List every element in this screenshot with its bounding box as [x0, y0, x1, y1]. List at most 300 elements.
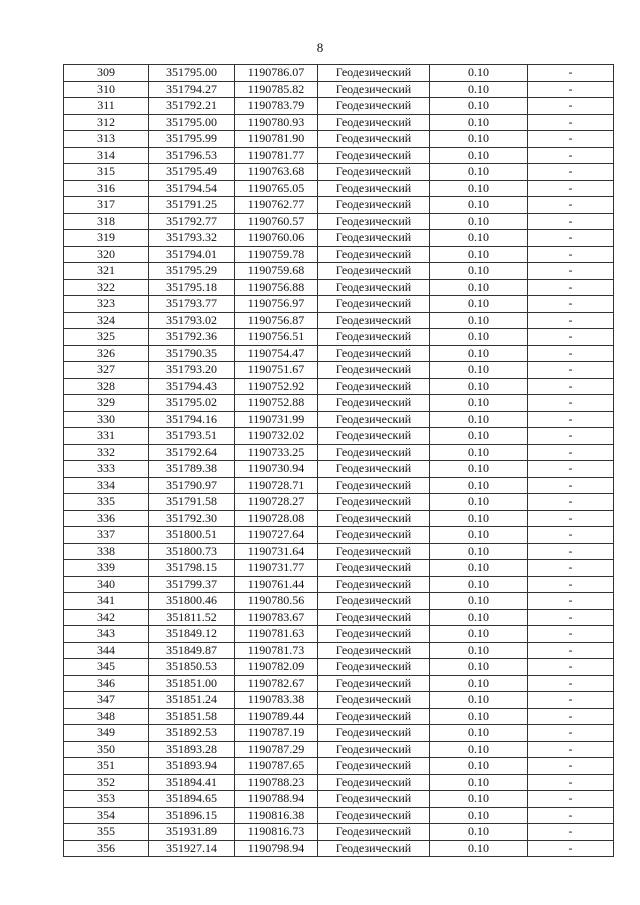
y-coordinate-cell: 1190816.73	[235, 824, 318, 841]
description-cell: -	[528, 824, 614, 841]
accuracy-cell: 0.10	[430, 659, 528, 676]
description-cell: -	[528, 213, 614, 230]
y-coordinate-cell: 1190731.99	[235, 411, 318, 428]
accuracy-cell: 0.10	[430, 461, 528, 478]
table-row	[64, 692, 614, 709]
y-coordinate-cell: 1190789.44	[235, 708, 318, 725]
description-cell: -	[528, 378, 614, 395]
method-cell: Геодезический	[318, 626, 430, 643]
table-row	[64, 378, 614, 395]
y-coordinate-cell: 1190765.05	[235, 180, 318, 197]
method-cell: Геодезический	[318, 312, 430, 329]
point-number-cell: 338	[64, 543, 149, 560]
accuracy-cell: 0.10	[430, 197, 528, 214]
x-coordinate-cell: 351811.52	[149, 609, 235, 626]
table-row	[64, 329, 614, 346]
accuracy-cell: 0.10	[430, 824, 528, 841]
method-cell: Геодезический	[318, 98, 430, 115]
method-cell: Геодезический	[318, 164, 430, 181]
table-row	[64, 230, 614, 247]
y-coordinate-cell: 1190759.78	[235, 246, 318, 263]
y-coordinate-cell: 1190786.07	[235, 65, 318, 82]
point-number-cell: 354	[64, 807, 149, 824]
x-coordinate-cell: 351800.51	[149, 527, 235, 544]
point-number-cell: 316	[64, 180, 149, 197]
accuracy-cell: 0.10	[430, 543, 528, 560]
accuracy-cell: 0.10	[430, 296, 528, 313]
method-cell: Геодезический	[318, 213, 430, 230]
method-cell: Геодезический	[318, 362, 430, 379]
table-row	[64, 213, 614, 230]
table-row	[64, 197, 614, 214]
description-cell: -	[528, 329, 614, 346]
method-cell: Геодезический	[318, 230, 430, 247]
x-coordinate-cell: 351796.53	[149, 147, 235, 164]
x-coordinate-cell: 351849.87	[149, 642, 235, 659]
description-cell: -	[528, 461, 614, 478]
point-number-cell: 343	[64, 626, 149, 643]
description-cell: -	[528, 675, 614, 692]
accuracy-cell: 0.10	[430, 411, 528, 428]
method-cell: Геодезический	[318, 81, 430, 98]
point-number-cell: 319	[64, 230, 149, 247]
y-coordinate-cell: 1190760.06	[235, 230, 318, 247]
x-coordinate-cell: 351794.27	[149, 81, 235, 98]
accuracy-cell: 0.10	[430, 81, 528, 98]
description-cell: -	[528, 65, 614, 82]
point-number-cell: 331	[64, 428, 149, 445]
method-cell: Геодезический	[318, 345, 430, 362]
y-coordinate-cell: 1190762.77	[235, 197, 318, 214]
method-cell: Геодезический	[318, 461, 430, 478]
method-cell: Геодезический	[318, 494, 430, 511]
description-cell: -	[528, 147, 614, 164]
point-number-cell: 313	[64, 131, 149, 148]
table-row	[64, 180, 614, 197]
table-row	[64, 626, 614, 643]
table-row	[64, 527, 614, 544]
table-row	[64, 510, 614, 527]
table-row	[64, 807, 614, 824]
x-coordinate-cell: 351795.29	[149, 263, 235, 280]
description-cell: -	[528, 180, 614, 197]
accuracy-cell: 0.10	[430, 593, 528, 610]
y-coordinate-cell: 1190751.67	[235, 362, 318, 379]
accuracy-cell: 0.10	[430, 494, 528, 511]
point-number-cell: 352	[64, 774, 149, 791]
accuracy-cell: 0.10	[430, 428, 528, 445]
x-coordinate-cell: 351794.54	[149, 180, 235, 197]
description-cell: -	[528, 626, 614, 643]
x-coordinate-cell: 351790.35	[149, 345, 235, 362]
accuracy-cell: 0.10	[430, 758, 528, 775]
x-coordinate-cell: 351792.36	[149, 329, 235, 346]
point-number-cell: 310	[64, 81, 149, 98]
y-coordinate-cell: 1190780.93	[235, 114, 318, 131]
accuracy-cell: 0.10	[430, 725, 528, 742]
x-coordinate-cell: 351795.49	[149, 164, 235, 181]
method-cell: Геодезический	[318, 197, 430, 214]
point-number-cell: 342	[64, 609, 149, 626]
point-number-cell: 353	[64, 791, 149, 808]
point-number-cell: 351	[64, 758, 149, 775]
method-cell: Геодезический	[318, 411, 430, 428]
description-cell: -	[528, 477, 614, 494]
method-cell: Геодезический	[318, 395, 430, 412]
accuracy-cell: 0.10	[430, 576, 528, 593]
table-row	[64, 543, 614, 560]
table-row	[64, 824, 614, 841]
point-number-cell: 347	[64, 692, 149, 709]
y-coordinate-cell: 1190756.88	[235, 279, 318, 296]
y-coordinate-cell: 1190756.87	[235, 312, 318, 329]
table-row	[64, 725, 614, 742]
method-cell: Геодезический	[318, 131, 430, 148]
y-coordinate-cell: 1190760.57	[235, 213, 318, 230]
y-coordinate-cell: 1190783.79	[235, 98, 318, 115]
accuracy-cell: 0.10	[430, 741, 528, 758]
method-cell: Геодезический	[318, 791, 430, 808]
point-number-cell: 325	[64, 329, 149, 346]
method-cell: Геодезический	[318, 527, 430, 544]
description-cell: -	[528, 362, 614, 379]
point-number-cell: 314	[64, 147, 149, 164]
point-number-cell: 356	[64, 840, 149, 857]
method-cell: Геодезический	[318, 378, 430, 395]
y-coordinate-cell: 1190787.19	[235, 725, 318, 742]
method-cell: Геодезический	[318, 725, 430, 742]
accuracy-cell: 0.10	[430, 626, 528, 643]
coordinates-table	[63, 64, 614, 857]
point-number-cell: 349	[64, 725, 149, 742]
y-coordinate-cell: 1190761.44	[235, 576, 318, 593]
y-coordinate-cell: 1190733.25	[235, 444, 318, 461]
method-cell: Геодезический	[318, 758, 430, 775]
description-cell: -	[528, 708, 614, 725]
accuracy-cell: 0.10	[430, 329, 528, 346]
table-row	[64, 840, 614, 857]
accuracy-cell: 0.10	[430, 279, 528, 296]
point-number-cell: 309	[64, 65, 149, 82]
description-cell: -	[528, 840, 614, 857]
y-coordinate-cell: 1190731.64	[235, 543, 318, 560]
x-coordinate-cell: 351799.37	[149, 576, 235, 593]
table-row	[64, 411, 614, 428]
description-cell: -	[528, 395, 614, 412]
accuracy-cell: 0.10	[430, 164, 528, 181]
description-cell: -	[528, 428, 614, 445]
table-row	[64, 444, 614, 461]
description-cell: -	[528, 279, 614, 296]
table-row	[64, 428, 614, 445]
x-coordinate-cell: 351791.58	[149, 494, 235, 511]
x-coordinate-cell: 351800.73	[149, 543, 235, 560]
y-coordinate-cell: 1190727.64	[235, 527, 318, 544]
method-cell: Геодезический	[318, 840, 430, 857]
table-row	[64, 362, 614, 379]
y-coordinate-cell: 1190781.63	[235, 626, 318, 643]
point-number-cell: 320	[64, 246, 149, 263]
method-cell: Геодезический	[318, 246, 430, 263]
point-number-cell: 322	[64, 279, 149, 296]
point-number-cell: 334	[64, 477, 149, 494]
x-coordinate-cell: 351893.28	[149, 741, 235, 758]
method-cell: Геодезический	[318, 675, 430, 692]
description-cell: -	[528, 494, 614, 511]
table-row	[64, 560, 614, 577]
method-cell: Геодезический	[318, 279, 430, 296]
description-cell: -	[528, 791, 614, 808]
table-row	[64, 81, 614, 98]
method-cell: Геодезический	[318, 329, 430, 346]
accuracy-cell: 0.10	[430, 345, 528, 362]
description-cell: -	[528, 263, 614, 280]
point-number-cell: 332	[64, 444, 149, 461]
point-number-cell: 345	[64, 659, 149, 676]
table-row	[64, 461, 614, 478]
description-cell: -	[528, 527, 614, 544]
accuracy-cell: 0.10	[430, 560, 528, 577]
point-number-cell: 323	[64, 296, 149, 313]
accuracy-cell: 0.10	[430, 246, 528, 263]
method-cell: Геодезический	[318, 65, 430, 82]
method-cell: Геодезический	[318, 263, 430, 280]
y-coordinate-cell: 1190759.68	[235, 263, 318, 280]
description-cell: -	[528, 246, 614, 263]
method-cell: Геодезический	[318, 708, 430, 725]
y-coordinate-cell: 1190788.23	[235, 774, 318, 791]
point-number-cell: 327	[64, 362, 149, 379]
table-row	[64, 593, 614, 610]
description-cell: -	[528, 98, 614, 115]
y-coordinate-cell: 1190783.38	[235, 692, 318, 709]
method-cell: Геодезический	[318, 774, 430, 791]
x-coordinate-cell: 351798.15	[149, 560, 235, 577]
description-cell: -	[528, 444, 614, 461]
page-number: 8	[316, 40, 324, 55]
x-coordinate-cell: 351849.12	[149, 626, 235, 643]
y-coordinate-cell: 1190781.73	[235, 642, 318, 659]
x-coordinate-cell: 351894.65	[149, 791, 235, 808]
method-cell: Геодезический	[318, 444, 430, 461]
accuracy-cell: 0.10	[430, 395, 528, 412]
method-cell: Геодезический	[318, 609, 430, 626]
accuracy-cell: 0.10	[430, 609, 528, 626]
accuracy-cell: 0.10	[430, 98, 528, 115]
description-cell: -	[528, 197, 614, 214]
y-coordinate-cell: 1190728.71	[235, 477, 318, 494]
table-row	[64, 708, 614, 725]
method-cell: Геодезический	[318, 659, 430, 676]
point-number-cell: 315	[64, 164, 149, 181]
table-row	[64, 576, 614, 593]
x-coordinate-cell: 351892.53	[149, 725, 235, 742]
table-row	[64, 164, 614, 181]
point-number-cell: 339	[64, 560, 149, 577]
method-cell: Геодезический	[318, 593, 430, 610]
method-cell: Геодезический	[318, 741, 430, 758]
x-coordinate-cell: 351793.02	[149, 312, 235, 329]
x-coordinate-cell: 351927.14	[149, 840, 235, 857]
table-row	[64, 675, 614, 692]
table-row	[64, 263, 614, 280]
x-coordinate-cell: 351792.30	[149, 510, 235, 527]
description-cell: -	[528, 312, 614, 329]
point-number-cell: 341	[64, 593, 149, 610]
description-cell: -	[528, 807, 614, 824]
method-cell: Геодезический	[318, 824, 430, 841]
accuracy-cell: 0.10	[430, 114, 528, 131]
accuracy-cell: 0.10	[430, 263, 528, 280]
accuracy-cell: 0.10	[430, 791, 528, 808]
point-number-cell: 340	[64, 576, 149, 593]
accuracy-cell: 0.10	[430, 840, 528, 857]
y-coordinate-cell: 1190756.97	[235, 296, 318, 313]
table-row	[64, 609, 614, 626]
table-row	[64, 98, 614, 115]
table-row	[64, 312, 614, 329]
y-coordinate-cell: 1190798.94	[235, 840, 318, 857]
table-row	[64, 65, 614, 82]
x-coordinate-cell: 351795.00	[149, 65, 235, 82]
y-coordinate-cell: 1190816.38	[235, 807, 318, 824]
description-cell: -	[528, 81, 614, 98]
x-coordinate-cell: 351893.94	[149, 758, 235, 775]
method-cell: Геодезический	[318, 642, 430, 659]
y-coordinate-cell: 1190783.67	[235, 609, 318, 626]
accuracy-cell: 0.10	[430, 642, 528, 659]
accuracy-cell: 0.10	[430, 675, 528, 692]
x-coordinate-cell: 351792.77	[149, 213, 235, 230]
accuracy-cell: 0.10	[430, 131, 528, 148]
description-cell: -	[528, 576, 614, 593]
method-cell: Геодезический	[318, 147, 430, 164]
y-coordinate-cell: 1190787.65	[235, 758, 318, 775]
table-row	[64, 494, 614, 511]
point-number-cell: 335	[64, 494, 149, 511]
method-cell: Геодезический	[318, 180, 430, 197]
point-number-cell: 324	[64, 312, 149, 329]
description-cell: -	[528, 230, 614, 247]
point-number-cell: 344	[64, 642, 149, 659]
description-cell: -	[528, 411, 614, 428]
method-cell: Геодезический	[318, 428, 430, 445]
table-row	[64, 774, 614, 791]
y-coordinate-cell: 1190730.94	[235, 461, 318, 478]
x-coordinate-cell: 351793.77	[149, 296, 235, 313]
method-cell: Геодезический	[318, 576, 430, 593]
point-number-cell: 326	[64, 345, 149, 362]
description-cell: -	[528, 560, 614, 577]
method-cell: Геодезический	[318, 296, 430, 313]
point-number-cell: 333	[64, 461, 149, 478]
table-row	[64, 296, 614, 313]
description-cell: -	[528, 659, 614, 676]
x-coordinate-cell: 351794.16	[149, 411, 235, 428]
description-cell: -	[528, 543, 614, 560]
x-coordinate-cell: 351793.32	[149, 230, 235, 247]
table-row	[64, 345, 614, 362]
table-row	[64, 114, 614, 131]
y-coordinate-cell: 1190785.82	[235, 81, 318, 98]
x-coordinate-cell: 351894.41	[149, 774, 235, 791]
x-coordinate-cell: 351793.20	[149, 362, 235, 379]
coordinates-table-body	[64, 65, 614, 857]
table-row	[64, 791, 614, 808]
table-row	[64, 131, 614, 148]
y-coordinate-cell: 1190781.77	[235, 147, 318, 164]
y-coordinate-cell: 1190731.77	[235, 560, 318, 577]
point-number-cell: 312	[64, 114, 149, 131]
x-coordinate-cell: 351791.25	[149, 197, 235, 214]
description-cell: -	[528, 114, 614, 131]
table-row	[64, 758, 614, 775]
description-cell: -	[528, 642, 614, 659]
x-coordinate-cell: 351795.18	[149, 279, 235, 296]
table-row	[64, 659, 614, 676]
y-coordinate-cell: 1190728.27	[235, 494, 318, 511]
table-row	[64, 147, 614, 164]
description-cell: -	[528, 774, 614, 791]
accuracy-cell: 0.10	[430, 708, 528, 725]
y-coordinate-cell: 1190788.94	[235, 791, 318, 808]
point-number-cell: 328	[64, 378, 149, 395]
x-coordinate-cell: 351851.00	[149, 675, 235, 692]
y-coordinate-cell: 1190728.08	[235, 510, 318, 527]
x-coordinate-cell: 351795.02	[149, 395, 235, 412]
x-coordinate-cell: 351851.58	[149, 708, 235, 725]
y-coordinate-cell: 1190782.09	[235, 659, 318, 676]
y-coordinate-cell: 1190754.47	[235, 345, 318, 362]
table-row	[64, 642, 614, 659]
point-number-cell: 348	[64, 708, 149, 725]
x-coordinate-cell: 351794.01	[149, 246, 235, 263]
accuracy-cell: 0.10	[430, 180, 528, 197]
x-coordinate-cell: 351792.21	[149, 98, 235, 115]
table-row	[64, 741, 614, 758]
description-cell: -	[528, 296, 614, 313]
accuracy-cell: 0.10	[430, 807, 528, 824]
x-coordinate-cell: 351794.43	[149, 378, 235, 395]
point-number-cell: 337	[64, 527, 149, 544]
description-cell: -	[528, 510, 614, 527]
method-cell: Геодезический	[318, 114, 430, 131]
accuracy-cell: 0.10	[430, 378, 528, 395]
method-cell: Геодезический	[318, 692, 430, 709]
accuracy-cell: 0.10	[430, 444, 528, 461]
y-coordinate-cell: 1190780.56	[235, 593, 318, 610]
x-coordinate-cell: 351850.53	[149, 659, 235, 676]
point-number-cell: 318	[64, 213, 149, 230]
table-row	[64, 395, 614, 412]
accuracy-cell: 0.10	[430, 692, 528, 709]
accuracy-cell: 0.10	[430, 65, 528, 82]
x-coordinate-cell: 351896.15	[149, 807, 235, 824]
x-coordinate-cell: 351931.89	[149, 824, 235, 841]
point-number-cell: 346	[64, 675, 149, 692]
y-coordinate-cell: 1190781.90	[235, 131, 318, 148]
x-coordinate-cell: 351795.99	[149, 131, 235, 148]
method-cell: Геодезический	[318, 560, 430, 577]
x-coordinate-cell: 351790.97	[149, 477, 235, 494]
point-number-cell: 317	[64, 197, 149, 214]
y-coordinate-cell: 1190787.29	[235, 741, 318, 758]
point-number-cell: 336	[64, 510, 149, 527]
y-coordinate-cell: 1190732.02	[235, 428, 318, 445]
x-coordinate-cell: 351800.46	[149, 593, 235, 610]
table-row	[64, 279, 614, 296]
point-number-cell: 311	[64, 98, 149, 115]
